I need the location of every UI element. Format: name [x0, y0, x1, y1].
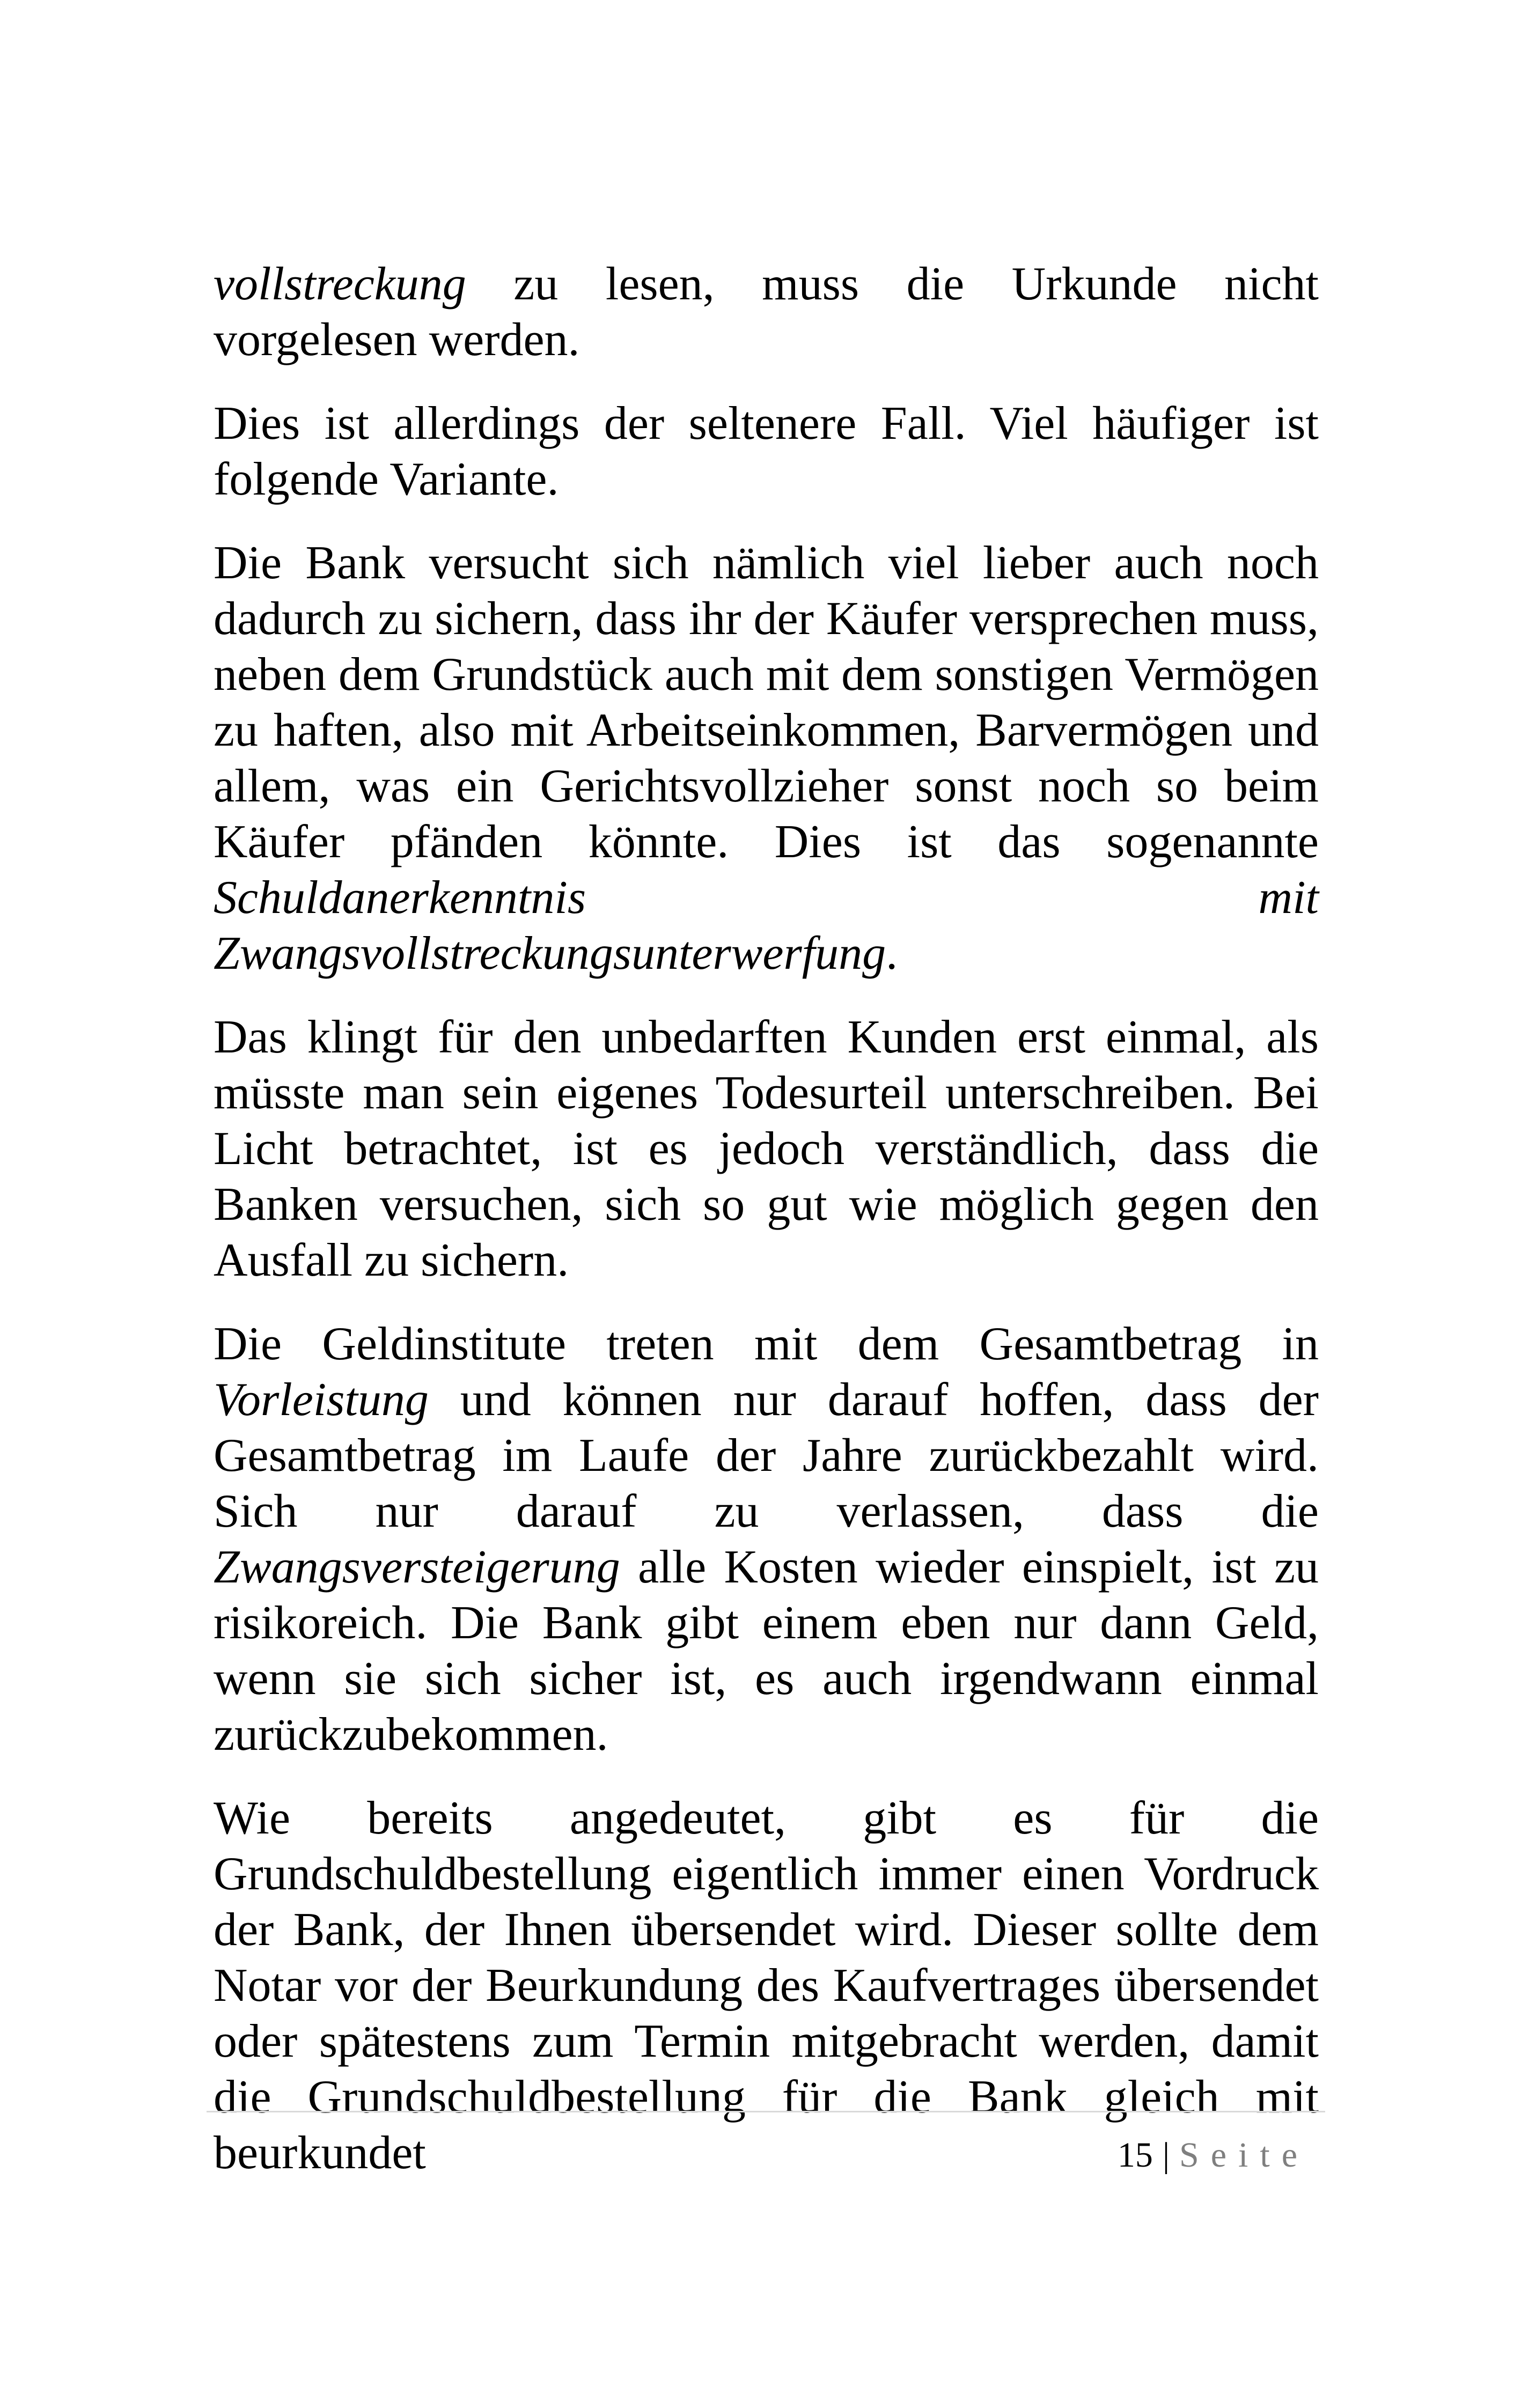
italic-term: Schuldanerkenntnis mit Zwangsvollstreckungsunterwerfung: [214, 872, 1319, 980]
paragraph: [214, 535, 1319, 982]
footer-separator: |: [1162, 2135, 1170, 2175]
text-run: Die Geldinstitute treten mit dem Gesamtbetrag in: [214, 1318, 1319, 1370]
footer-divider: [207, 2111, 1325, 2112]
text-run: .: [886, 927, 898, 980]
text-run: Dies ist allerdings der seltenere Fall. Viel häufiger ist folgende Variante.: [214, 397, 1319, 505]
italic-term: Vorleistung: [214, 1374, 429, 1426]
paragraph: [214, 1010, 1319, 1288]
italic-term: Zwangsversteigerung: [214, 1541, 620, 1593]
paragraph: [214, 396, 1319, 507]
paragraph: [214, 1316, 1319, 1763]
text-run: Wie bereits angedeutet, gibt es für die Grundschuldbestellung eigentlich immer einen Vordruck der Bank, der Ihnen übersendet wird. Dieser sollte dem Notar vor der Beurkundung des Kaufvertrages übersendet oder spätestens zum Termin mitgebracht werden, damit die Grundschuldbestellung für die Bank gleich mit beurkundet: [214, 1792, 1319, 2179]
text-run: Das klingt für den unbedarften Kunden erst einmal, als müsste man sein eigenes Todesurteil unterschreiben. Bei Licht betrachtet, ist es jedoch verständlich, dass die Banken versuchen, sich so gut wie möglich gegen den Ausfall zu sichern.: [214, 1011, 1319, 1286]
text-run: und können nur darauf hoffen, dass der Gesamtbetrag im Laufe der Jahre zurückbezahlt wird. Sich nur darauf zu verlassen, dass die: [214, 1374, 1319, 1537]
text-run: alle Kosten wieder einspielt, ist zu risikoreich. Die Bank gibt einem eben nur dann Geld, wenn sie sich sicher ist, es auch irgendwann einmal zurückzubekommen.: [214, 1541, 1319, 1761]
paragraph: [214, 256, 1319, 368]
paragraph: [214, 1791, 1319, 2181]
page-label: Seite: [1179, 2135, 1309, 2175]
text-run: Die Bank versucht sich nämlich viel lieber auch noch dadurch zu sichern, dass ihr der Käufer versprechen muss, neben dem Grundstück auch mit dem sonstigen Vermögen zu haften, also mit Arbeitseinkommen, Barvermögen und allem, was ein Gerichtsvollzieher sonst noch so beim Käufer pfänden könnte. Dies ist das sogenannte: [214, 537, 1319, 868]
body-text: [214, 256, 1319, 2181]
italic-term: vollstreckung: [214, 258, 466, 310]
text-run: zu lesen, muss die Urkunde nicht vorgelesen werden.: [214, 258, 1319, 366]
page-footer: [1118, 2134, 1309, 2177]
page-number: 15: [1117, 2135, 1153, 2175]
